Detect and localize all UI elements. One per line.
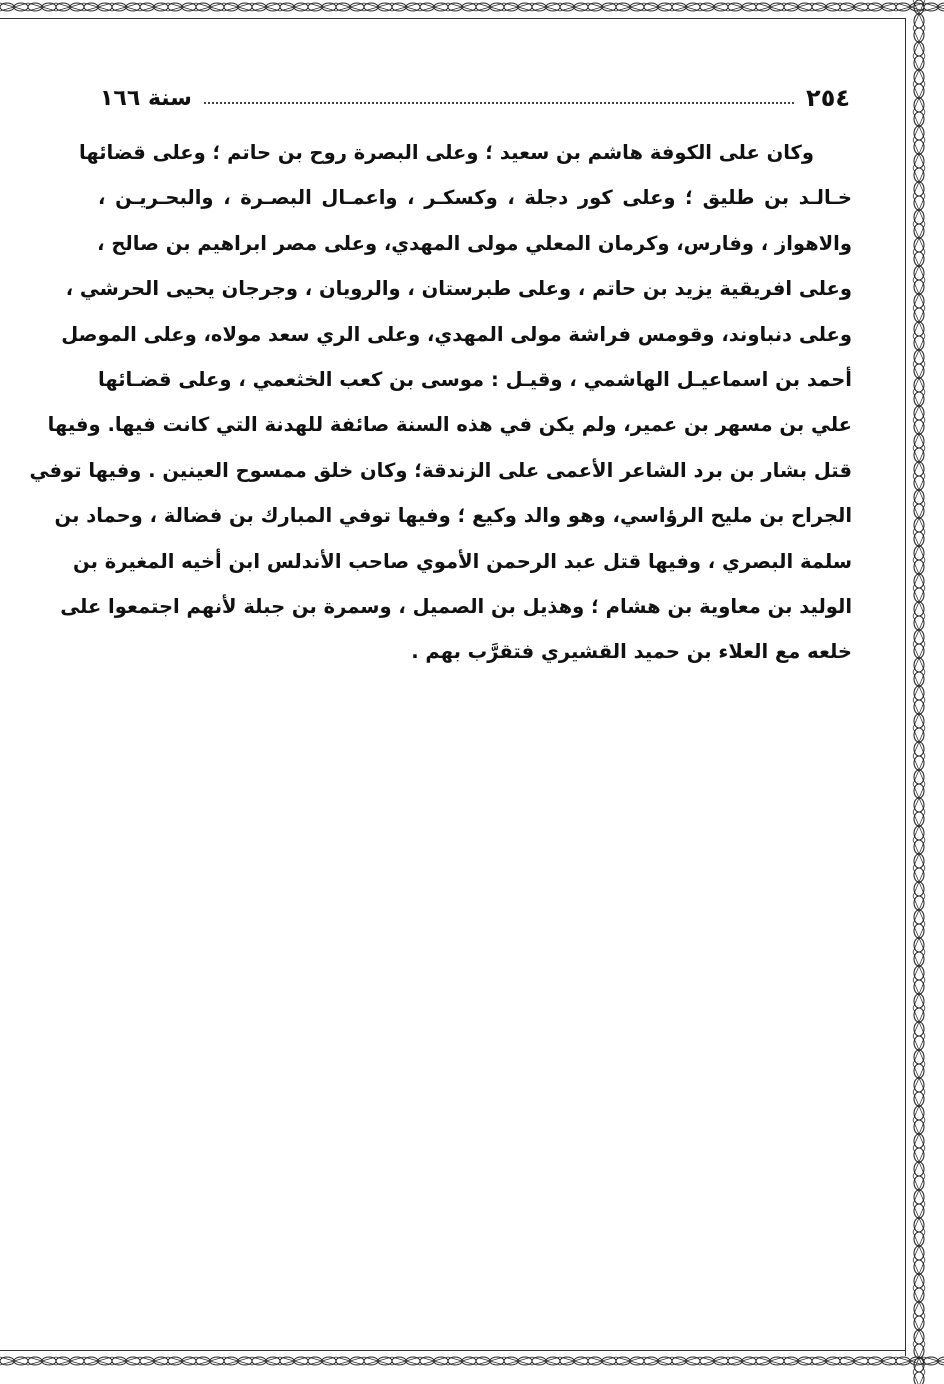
frame-rule-top [0,18,906,19]
text-line: قتل بشار بن برد الشاعر الأعمى على الزندقة؛ وكان خلق ممسوح العينين . وفيها توفي [29,458,852,482]
frame-rule-bottom [0,1350,906,1351]
text-line: وعلى دنباوند، وقومس فراشة مولى المهدي، وعلى الري سعد مولاه، وعلى الموصل [61,322,852,346]
year-label: سنة ١٦٦ [100,85,192,111]
running-header [100,80,850,116]
decorative-border-top [0,0,944,14]
text-line: خـالـد بن طليق ؛ وعلى كور دجلة ، وكسكـر ، واعمـال البصـرة ، والبحـريـن ، [98,186,852,210]
main-text [29,130,852,675]
decorative-border-right [910,0,928,1384]
text-line: وكان على الكوفة هاشم بن سعيد ؛ وعلى البصرة روح بن حاتم ؛ وعلى قضائها [79,141,814,164]
text-line: سلمة البصري ، وفيها قتل عبد الرحمن الأموي صاحب الأندلس ابن أخيه المغيرة بن [73,549,852,573]
text-line: الوليد بن معاوية بن هشام ؛ وهذيل بن الصميل ، وسمرة بن جبلة لأنهم اجتمعوا على [60,594,852,618]
text-line: خلعه مع العلاء بن حميد القشيري فتقرَّب بهم . [411,640,852,664]
frame-rule-right [905,18,906,1356]
text-line: والاهواز ، وفارس، وكرمان المعلي مولى المهدي، وعلى مصر ابراهيم بن صالح ، [97,231,852,255]
text-line: علي بن مسهر بن عمير، ولم يكن في هذه السنة صائفة للهدنة التي كانت فيها. وفيها [47,413,852,437]
text-line: الجراح بن مليح الرؤاسي، وهو والد وكيع ؛ وفيها توفي المبارك بن فضالة ، وحماد بن [54,504,852,528]
decorative-border-bottom [0,1354,944,1368]
text-line: أحمد بن اسماعيـل الهاشمي ، وقيـل : موسى بن كعب الخثعمي ، وعلى قضـائها [98,367,852,391]
text-line: وعلى افريقية يزيد بن حاتم ، وعلى طبرستان ، والرويان ، وجرجان يحيى الحرشي ، [65,277,852,301]
header-dotted-leader [204,102,794,104]
page-number: ٢٥٤ [806,84,850,112]
